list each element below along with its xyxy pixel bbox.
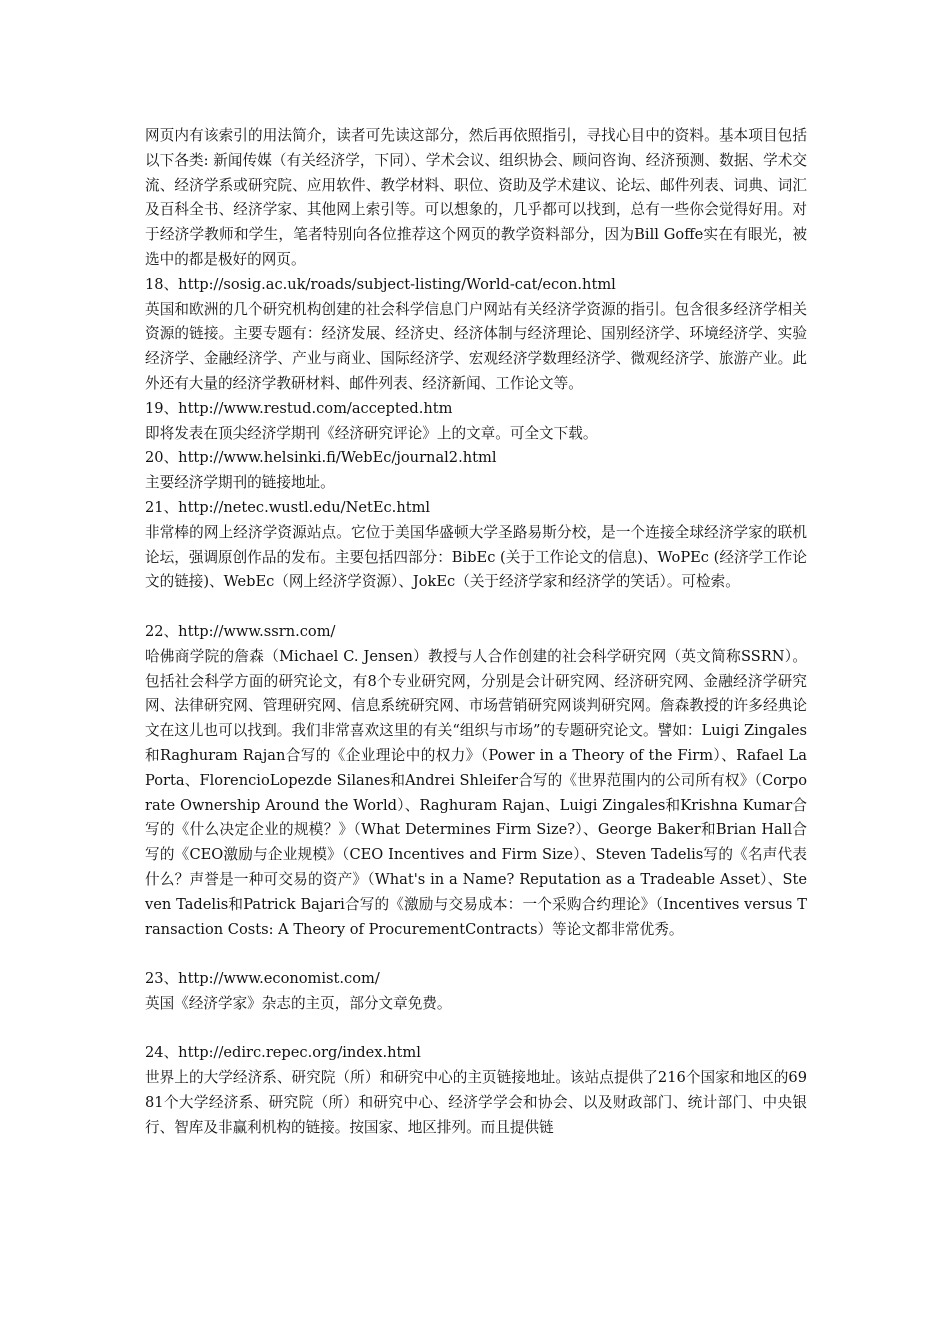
url-line-23: 23、http://www.economist.com/ xyxy=(145,970,380,988)
paragraph-19: 即将发表在顶尖经济学期刊《经济研究评论》上的文章。可全文下载。 xyxy=(145,424,598,442)
blank-line xyxy=(145,1017,807,1042)
blank-line xyxy=(145,942,807,967)
url-line-20: 20、http://www.helsinki.fi/WebEc/journal2.html xyxy=(145,449,497,467)
paragraph-20: 主要经济学期刊的链接地址。 xyxy=(145,474,335,492)
url-line-21: 21、http://netec.wustl.edu/NetEc.html xyxy=(145,498,431,516)
paragraph-22: 哈佛商学院的詹森（Michael C. Jensen）教授与人合作创建的社会科学研究网（英文简称SSRN）。包括社会科学方面的研究论文，有8个专业研究网，分别是会计研究网、经济研究网、金融经济学研究网、法律研究网、管理研究网、信息系统研究网、市场营销研究网谈判研究网。詹森教授的许多经典论文在这儿也可以找到。我们非常喜欢这里的有关“组织与市场”的专题研究论文。譬如：Luigi Zingales和Raghuram Rajan合写的《企业理论中的权力》（Power in a Theory of the Firm）、Rafael La Porta、FlorencioLopezde Silanes和Andrei Shleifer合写的《世界范围内的公司所有权》（Corporate Ownership Around the World）、Raghuram Rajan、Luigi Zingales和Krishna Kumar合写的《什么决定企业的规模？》（What Determines Firm Size?）、George Baker和Brian Hall合写的《CEO激励与企业规模》（CEO Incentives and Firm Size）、Steven Tadelis写的《名声代表什么？声誉是一种可交易的资产》（What's in a Name? Reputation as a Tradeable Asset）、Steven Tadelis和Patrick Bajari合写的《激励与交易成本：一个采购合约理论》（Incentives versus Transaction Costs: A Theory of ProcurementContracts）等论文都非常优秀。 xyxy=(145,647,807,938)
url-line-22: 22、http://www.ssrn.com/ xyxy=(145,622,336,640)
url-line-19: 19、http://www.restud.com/accepted.htm xyxy=(145,399,453,417)
blank-line xyxy=(145,595,807,620)
document-page xyxy=(145,124,807,1141)
url-line-18: 18、http://sosig.ac.uk/roads/subject-listing/World-cat/econ.html xyxy=(145,275,616,293)
url-line-24: 24、http://edirc.repec.org/index.html xyxy=(145,1044,421,1062)
paragraph-21: 非常棒的网上经济学资源站点。它位于美国华盛顿大学圣路易斯分校，是一个连接全球经济学家的联机论坛，强调原创作品的发布。主要包括四部分：BibEc (关于工作论文的信息)、WoPEc (经济学工作论文的链接)、WebEc（网上经济学资源）、JokEc（关于经济学家和经济学的笑话）。可检索。 xyxy=(145,523,807,591)
paragraph-24: 世界上的大学经济系、研究院（所）和研究中心的主页链接地址。该站点提供了216个国家和地区的6981个大学经济系、研究院（所）和研究中心、经济学学会和协会、以及财政部门、统计部门、中央银行、智库及非赢利机构的链接。按国家、地区排列。而且提供链 xyxy=(145,1069,807,1136)
paragraph-23: 英国《经济学家》杂志的主页，部分文章免费。 xyxy=(145,994,452,1012)
paragraph-18: 英国和欧洲的几个研究机构创建的社会科学信息门户网站有关经济学资源的指引。包含很多经济学相关资源的链接。主要专题有：经济发展、经济史、经济体制与经济理论、国别经济学、环境经济学、实验经济学、金融经济学、产业与商业、国际经济学、宏观经济学数理经济学、微观经济学、旅游产业。此外还有大量的经济学教研材料、邮件列表、经济新闻、工作论文等。 xyxy=(145,300,807,392)
paragraph-intro-continued: 网页内有该索引的用法简介，读者可先读这部分，然后再依照指引，寻找心目中的资料。基本项目包括以下各类: 新闻传媒（有关经济学，下同）、学术会议、组织协会、顾问咨询、经济预测、数据、学术交流、经济学系或研究院、应用软件、教学材料、职位、资助及学术建议、论坛、邮件列表、词典、词汇及百科全书、经济学家、其他网上索引等。可以想象的，几乎都可以找到，总有一些你会觉得好用。对于经济学教师和学生，笔者特别向各位推荐这个网页的教学资料部分，因为Bill Goffe实在有眼光，被选中的都是极好的网页。 xyxy=(145,127,807,268)
